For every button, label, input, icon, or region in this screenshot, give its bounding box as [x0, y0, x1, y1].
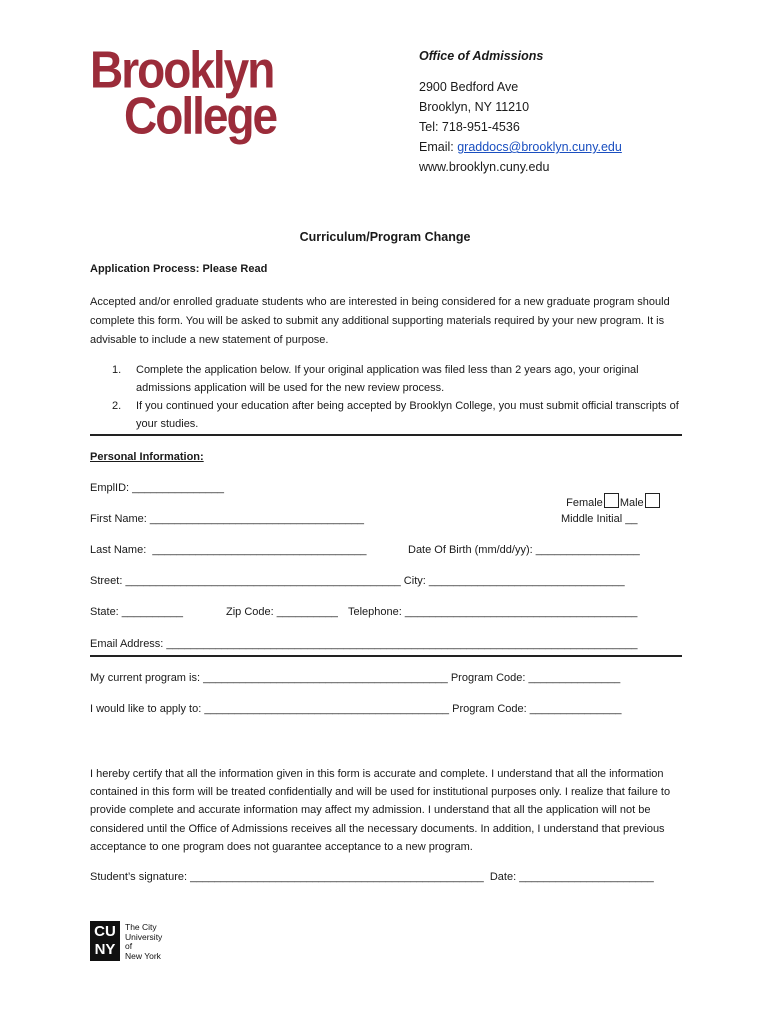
- list-item: [90, 397, 680, 433]
- cuny-logo: [90, 921, 163, 961]
- step-text: If you continued your education after being accepted by Brooklyn College, you must submit official transcripts of your studies.: [136, 400, 679, 430]
- list-item: [90, 361, 680, 397]
- email-line: [419, 137, 622, 157]
- telephone-line: Tel: 718-951-4536: [419, 120, 520, 134]
- process-heading: Application Process: Please Read: [90, 263, 268, 275]
- steps-list: [90, 361, 680, 433]
- divider: [90, 434, 682, 436]
- current-program-field[interactable]: My current program is: ________________________________________ Program Code: _______________: [90, 672, 621, 684]
- email-link[interactable]: graddocs@brooklyn.cuny.edu: [457, 140, 622, 154]
- email-address-field[interactable]: Email Address: _____________________________________________________________________________: [90, 638, 638, 650]
- step-number: 2.: [112, 400, 122, 412]
- personal-info-heading: Personal Information:: [90, 451, 204, 463]
- website-line[interactable]: www.brooklyn.cuny.edu: [419, 160, 550, 174]
- address-line-2: Brooklyn, NY 11210: [419, 100, 530, 114]
- zip-code-field[interactable]: Zip Code: __________: [226, 606, 338, 618]
- address-line-1: 2900 Bedford Ave: [419, 80, 519, 94]
- apply-program-field[interactable]: I would like to apply to: ________________________________________ Program Code: _______________: [90, 703, 622, 715]
- cuny-line-4: New York: [125, 950, 161, 961]
- brooklyn-college-logo: [90, 40, 277, 145]
- telephone-field[interactable]: Telephone: ______________________________________: [348, 606, 638, 618]
- cuny-mark: CU NY: [90, 921, 120, 961]
- female-checkbox[interactable]: [604, 493, 619, 508]
- male-label: Male: [619, 497, 644, 509]
- step-number: 1.: [112, 364, 122, 376]
- logo-line-brooklyn: Brooklyn: [90, 40, 274, 99]
- emplid-field[interactable]: EmplID: _______________: [90, 482, 224, 494]
- female-label: Female: [566, 497, 603, 509]
- form-title: Curriculum/Program Change: [299, 230, 471, 244]
- step-text: Complete the application below. If your original application was filed less than 2 years ago, your original admissions application will be used for the new review process.: [136, 364, 639, 394]
- street-city-field[interactable]: Street: _____________________________________________ City: ________________________________: [90, 575, 625, 587]
- gender-options: [560, 481, 661, 509]
- last-name-field[interactable]: Last Name: ___________________________________: [90, 544, 367, 556]
- signature-date-field[interactable]: Student’s signature: ________________________________________________ Date: ______________________: [90, 871, 654, 883]
- male-checkbox[interactable]: [645, 493, 660, 508]
- office-title: Office of Admissions: [419, 49, 544, 63]
- cuny-line-2: University: [125, 931, 163, 942]
- certification-paragraph: I hereby certify that all the information given in this form is accurate and complete. I understand that all the information contained in this form will be treated confidentially and will be used for institutional purposes only. I realize that failure to provide complete and accurate information may affect my admission. I understand that all the application will not be considered until the Office of Admissions receives all the necessary documents. In addition, I understand that previous acceptance to one program does not guarantee acceptance to a new program.: [90, 768, 671, 853]
- middle-initial-field[interactable]: Middle Initial __: [561, 513, 638, 525]
- state-field[interactable]: State: __________: [90, 606, 183, 618]
- cuny-line-1: The City: [125, 922, 157, 932]
- first-name-field[interactable]: First Name: ___________________________________: [90, 513, 365, 525]
- logo-line-college: College: [124, 86, 277, 145]
- email-label: Email:: [419, 140, 458, 154]
- intro-paragraph: Accepted and/or enrolled graduate students who are interested in being considered for a new graduate program should complete this form. You will be asked to submit any additional supporting materials required by your new program. It is advisable to include a new statement of purpose.: [90, 296, 670, 346]
- cuny-wordmark: [125, 923, 162, 961]
- divider: [90, 655, 682, 657]
- office-contact-block: [419, 46, 622, 177]
- date-of-birth-field[interactable]: Date Of Birth (mm/dd/yy): _________________: [408, 544, 640, 556]
- cuny-line-3: of: [125, 941, 133, 951]
